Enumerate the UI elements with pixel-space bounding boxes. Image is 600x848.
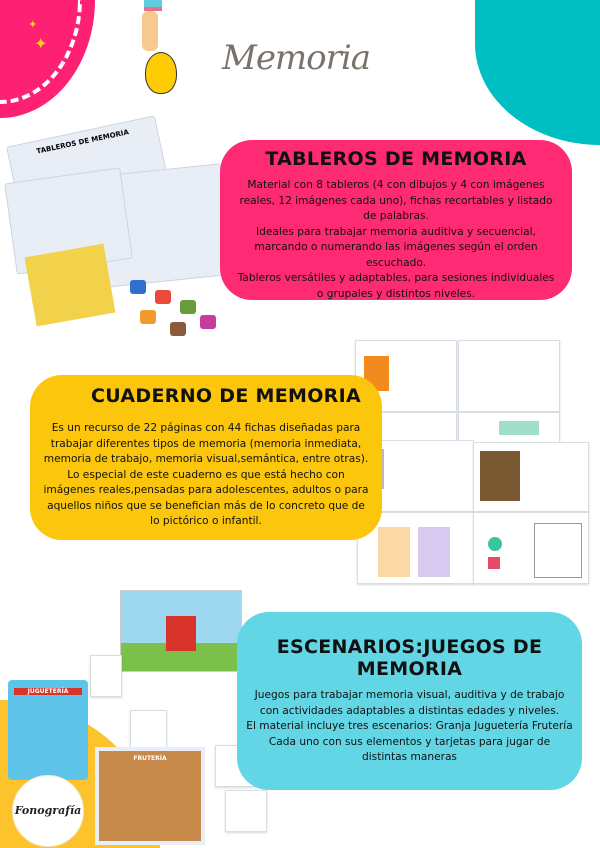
section-heading: CUADERNO DE MEMORIA	[91, 385, 361, 407]
sparkle-icon: ✦	[34, 34, 48, 53]
sparkle-icon: ✦	[28, 18, 38, 31]
section-heading: TABLEROS DE MEMORIA	[265, 148, 527, 170]
boards-label: TABLEROS DE MEMORIA	[35, 128, 130, 156]
decorative-pink-circle	[0, 0, 95, 118]
fruit-shop-label: FRUTERÍA	[133, 755, 167, 762]
section-body: Juegos para trabajar memoria visual, auditiva y de trabajo con actividades adaptables a distintas edades y niveles. El material incluye tres escenarios: Granja Juguetería Frutería Cada uno con sus elementos y tarjetas para jugar de distintas maneras	[246, 689, 573, 763]
fonografia-logo: Fonografía	[12, 775, 84, 847]
section-cuaderno	[30, 375, 382, 540]
notebook-worksheets-photo	[355, 340, 590, 585]
page-title: Memoria	[222, 38, 371, 78]
section-heading: ESCENARIOS:JUEGOS DE MEMORIA	[276, 636, 543, 680]
toy-shop-label: JUGUETERÍA	[14, 688, 82, 695]
section-body: Es un recurso de 22 páginas con 44 fichas diseñadas para trabajar diferentes tipos de memoria (memoria inmediata, memoria de trabajo, memoria visual,semántica, entre otras). Lo especial de este cuaderno es que está hecho con imágenes reales,pensadas para adolescentes, adultos o para aquellos niños que se benefician más de lo concreto que de lo pictórico o infantil.	[43, 422, 369, 527]
section-body: Material con 8 tableros (4 con dibujos y 4 con imágenes reales, 12 imágenes cada uno), fichas recortables y listado de palabras. Ideales para trabajar memoria auditiva y secuencial, marcando o numerando las imágenes según el orden escuchado. Tableros versátiles y adaptables, para sesiones individuales o grupales y distintos niveles.	[237, 179, 555, 300]
boards-photo	[10, 110, 230, 345]
decorative-teal-blob	[475, 0, 600, 145]
hand-lightbulb-illustration	[140, 0, 180, 110]
section-tableros	[220, 140, 572, 300]
section-escenarios	[237, 612, 582, 790]
